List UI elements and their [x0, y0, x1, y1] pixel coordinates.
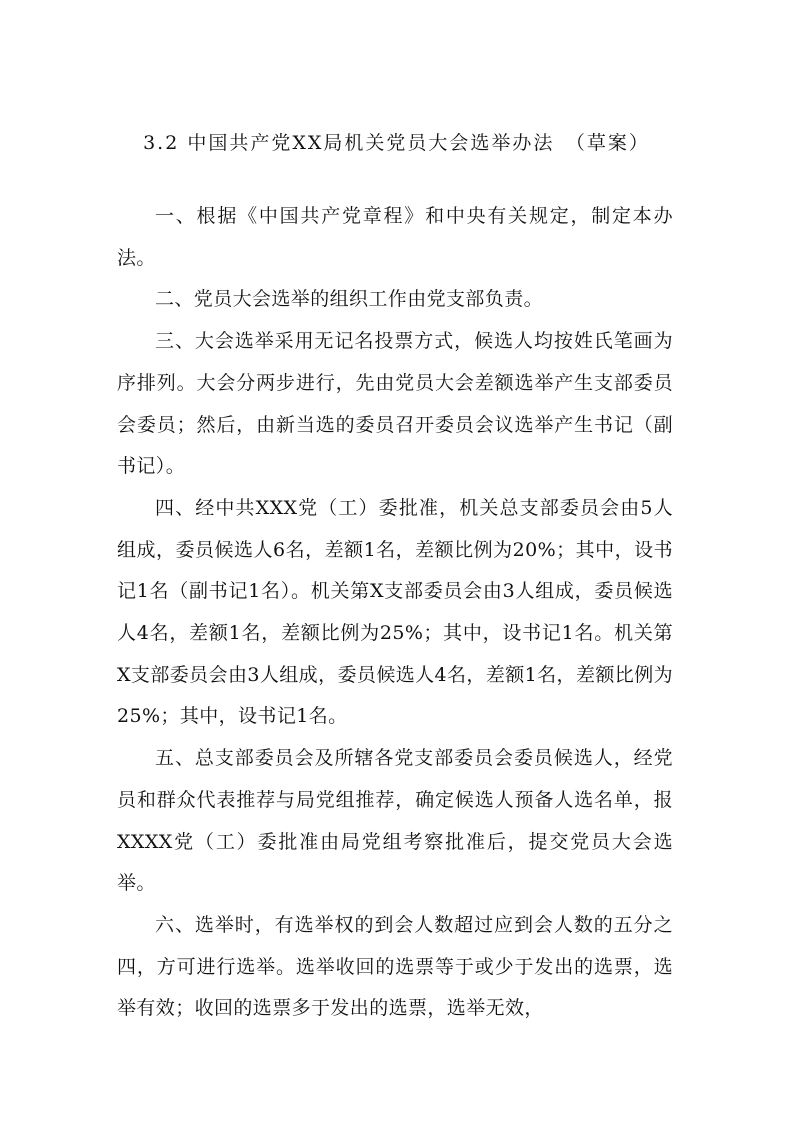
paragraph-2: 二、党员大会选举的组织工作由党支部负责。 — [155, 288, 544, 311]
paragraph-6: 六、选举时，有选举权的到会人数超过应到会人数的五分之四，方可进行选举。选举收回的选票等于或少于发出的选票，选举有效；收回的选票多于发出的选票，选举无效， — [117, 913, 673, 1020]
document-body — [117, 196, 673, 1030]
paragraph-1: 一、根据《中国共产党章程》和中央有关规定，制定本办法。 — [117, 205, 673, 269]
paragraph-3: 三、大会选举采用无记名投票方式，候选人均按姓氏笔画为序排列。大会分两步进行，先由党员大会差额选举产生支部委员会委员；然后，由新当选的委员召开委员会议选举产生书记（副书记）。 — [117, 330, 673, 478]
document-title: 3.2 中国共产党XX局机关党员大会选举办法 （草案） — [143, 132, 650, 154]
paragraph-4: 四、经中共XXX党（工）委批准，机关总支部委员会由5人组成，委员候选人6名，差额1名，差额比例为20%；其中，设书记1名（副书记1名）。机关第X支部委员会由3人组成，委员候选人4名，差额1名，差额比例为25%；其中，设书记1名。机关第X支部委员会由3人组成，委员候选人4名，差额1名，差额比例为25%；其中，设书记1名。 — [117, 496, 673, 728]
paragraph-5: 五、总支部委员会及所辖各党支部委员会委员候选人，经党员和群众代表推荐与局党组推荐，确定候选人预备人选名单，报XXXX党（工）委批准由局党组考察批准后，提交党员大会选举。 — [117, 747, 673, 895]
